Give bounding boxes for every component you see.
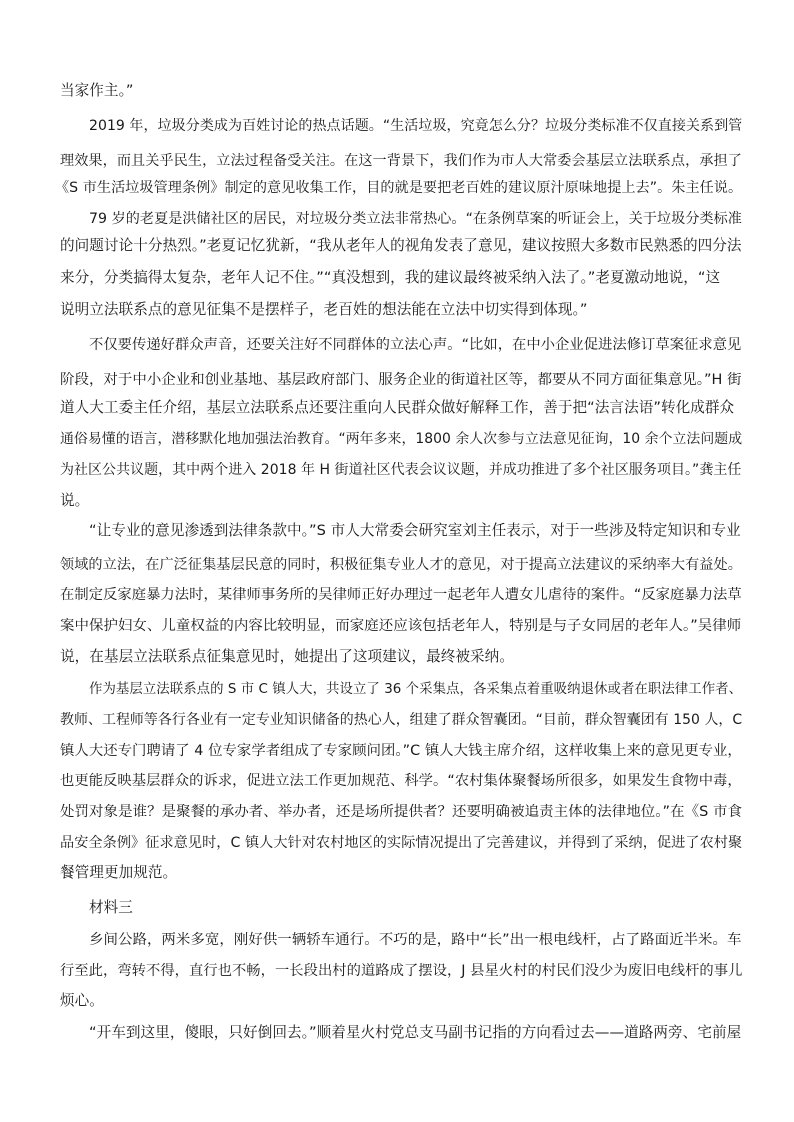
text-line: 的问题讨论十分热烈。”老夏记忆犹新，“我从老年人的视角发表了意见，建议按照大多数市民熟悉的四分法 — [60, 237, 742, 254]
text-line: 行至此，弯转不得，直行也不畅，一长段出村的道路成了摆设，J 县星火村的村民们没少为废旧电线杆的事儿 — [60, 963, 743, 979]
text-line: 领域的立法，在广泛征集基层民意的同时，积极征集专业人才的意见，对于提高立法建议的采纳率大有益处。 — [60, 557, 742, 573]
text-line: 作为基层立法联系点的 S 市 C 镇人大，共设立了 36 个采集点，各采集点着重吸纳退休或者在职法律工作者、 — [89, 682, 743, 697]
text-line: “让专业的意见渗透到法律条款中。”S 市人大常委会研究室刘主任表示，对于一些涉及特定知识和专业 — [89, 522, 741, 539]
section-heading: 材料三 — [89, 899, 133, 916]
text-line: 阶段，对于中小企业和创业基地、基层政府部门、服务企业的街道社区等，都要从不同方面征集意见。”H 街 — [60, 372, 742, 388]
text-line: 案中保护妇女、儿童权益的内容比较明显，而家庭还应该包括老年人，特别是与子女同居的老年人。”吴律师 — [60, 618, 742, 634]
text-line: “开车到这里，傻眼，只好倒回去。”顺着星火村党总支马副书记指的方向看过去——道路两旁、宅前屋 — [89, 1024, 742, 1041]
text-line: 2019 年，垃圾分类成为百姓讨论的热点话题。“生活垃圾，究竟怎么分？垃圾分类标准不仅直接关系到管 — [89, 118, 743, 134]
text-line: 79 岁的老夏是洪储社区的居民，对垃圾分类立法非常热心。“在条例草案的听证会上，关于垃圾分类标准 — [89, 211, 742, 227]
text-line: 《S 市生活垃圾管理条例》制定的意见收集工作，目的就是要把老百姓的建议原汁原味地提上去”。朱主任说。 — [55, 180, 743, 196]
text-line: 在制定反家庭暴力法时，某律师事务所的吴律师正好办理过一起老年人遭女儿虐待的案件。“反家庭暴力法草 — [60, 587, 742, 603]
text-line: 说。 — [60, 492, 90, 509]
text-line: 烦心。 — [60, 992, 104, 1009]
text-line: 道人大工委主任介绍，基层立法联系点还要注重向人民群众做好解释工作，善于把“法言法语”转化成群众 — [60, 399, 735, 416]
text-line: 通俗易懂的语言，潜移默化地加强法治教育。“两年多来，1800 余人次参与立法意见征询，10 余个立法问题成 — [60, 431, 743, 447]
text-line: 为社区公共议题，其中两个进入 2018 年 H 街道社区代表会议议题，并成功推进了多个社区服务项目。”龚主任 — [60, 462, 742, 478]
text-line: 当家作主。” — [60, 82, 134, 99]
text-line: 教师、工程师等各行各业有一定专业知识储备的热心人，组建了群众智囊团。“目前，群众智囊团有 150 人，C — [60, 712, 743, 728]
text-line: 不仅要传递好群众声音，还要关注好不同群体的立法心声。“比如，在中小企业促进法修订草案征求意见 — [89, 337, 742, 353]
text-line: 乡间公路，两米多宽，刚好供一辆轿车通行。不巧的是，路中“长”出一根电线杆，占了路面近半米。车 — [89, 932, 742, 948]
text-line: 说明立法联系点的意见征集不是摆样子，老百姓的想法能在立法中切实得到体现。” — [60, 301, 588, 318]
text-line: 品安全条例》征求意见时，C 镇人大针对农村地区的实际情况提出了完善建议，并得到了采纳，促进了农村聚 — [60, 835, 743, 851]
text-line: 镇人大还专门聘请了 4 位专家学者组成了专家顾问团。”C 镇人大钱主席介绍，这样收集上来的意见更专业， — [60, 743, 742, 759]
text-line: 处罚对象是谁？是聚餐的承办者、举办者，还是场所提供者？还要明确被追责主体的法律地位。”在《S 市食 — [60, 804, 743, 820]
text-line: 理效果，而且关乎民生，立法过程备受关注。在这一背景下，我们作为市人大常委会基层立法联系点，承担了 — [60, 153, 742, 169]
text-line: 来分，分类搞得太复杂，老年人记不住。”“真没想到，我的建议最终被采纳入法了。”老夏激动地说，“这 — [60, 269, 721, 286]
text-line: 餐管理更加规范。 — [60, 864, 178, 881]
text-line: 也更能反映基层群众的诉求，促进立法工作更加规范、科学。“农村集体聚餐场所很多，如果发生食物中毒， — [60, 773, 742, 789]
text-line: 说，在基层立法联系点征集意见时，她提出了这项建议，最终被采纳。 — [60, 648, 514, 665]
